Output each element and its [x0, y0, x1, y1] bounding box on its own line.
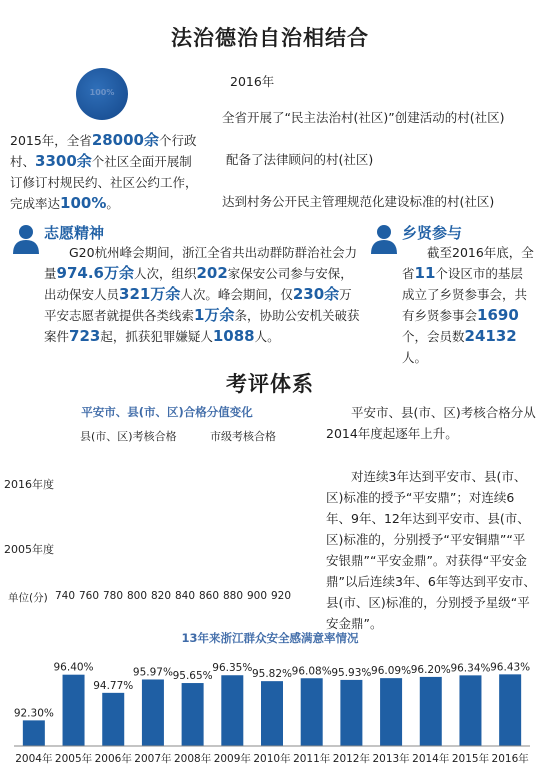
item-legal-advisor: 配备了法律顾问的村(社区) [226, 152, 374, 167]
section-title: 考评体系 [226, 372, 314, 396]
satisfaction-bar-chart [0, 648, 540, 767]
chart2-category-label: 2014年 [412, 753, 450, 765]
chart2-data-label: 95.93% [331, 666, 372, 679]
chart2-category-label: 2009年 [213, 753, 251, 765]
chart1-xtick: 740 [55, 590, 76, 602]
chart1-title: 平安市、县(市、区)合格分值变化 [81, 405, 253, 419]
chart2-data-label: 94.77% [93, 679, 134, 692]
chart2-data-label: 96.34% [450, 662, 491, 675]
chart2-data-label: 95.65% [172, 670, 213, 683]
chart1-xtick: 920 [271, 590, 292, 602]
chart2-bar [102, 693, 124, 746]
chart2-category-label: 2008年 [173, 753, 212, 765]
chart2-data-label: 96.20% [410, 663, 451, 676]
sage-heading: 乡贤参与 [402, 224, 463, 242]
chart2-data-label: 96.43% [490, 661, 531, 674]
chart2-category-label: 2016年 [491, 753, 529, 765]
assessment-paragraph-1: 平安市、县(市、区)考核合格分从2014年度起逐年上升。 [326, 405, 536, 441]
chart2-bar [499, 674, 521, 746]
chart2-category-label: 2011年 [293, 753, 331, 765]
chart1-xticks [55, 590, 295, 604]
chart2-bar [23, 720, 45, 746]
chart2-category-label: 2006年 [94, 753, 132, 765]
chart2-bar [221, 675, 243, 746]
chart1-xtick: 780 [103, 590, 124, 602]
chart2-bar [420, 677, 442, 746]
percent-badge: 100% [89, 88, 115, 97]
chart1-xtick: 880 [223, 590, 244, 602]
chart2-category-label: 2005年 [54, 753, 93, 765]
chart2-bar [182, 683, 204, 746]
chart2-data-label: 95.82% [251, 668, 293, 681]
chart1-xtick: 800 [127, 590, 148, 602]
chart2-data-label: 95.97% [132, 666, 173, 679]
volunteer-person-icon [12, 224, 40, 254]
assessment-paragraph-2: 对连续3年达到平安市、县(市、区)标准的授予“平安鼎”；对连续6年、9年、12年达到平安市、县(市、区)标准的，分别授予“平安铜鼎”“平安银鼎”“平安金鼎”。对获得“平安金鼎”以后连续3年、6年等达到平安市、县(市、区)标准的，分别授予星级“平安金鼎”。 [326, 469, 536, 631]
year-2016-label: 2016年 [230, 74, 275, 89]
stat-2015: 2015年，全省28000余个行政村、3300余个社区全面开展制订修订村规民约、社区公约工作，完成率达100%。 [10, 131, 198, 212]
sage-person-icon [370, 224, 398, 254]
chart2-category-label: 2004年 [15, 753, 53, 765]
chart1-category-2016: 2016年度 [4, 478, 54, 491]
chart2-bar [63, 675, 85, 746]
chart2-bar [301, 678, 323, 746]
chart1-xtick: 760 [79, 590, 100, 602]
chart2-bar [261, 681, 283, 746]
page-title: 法治德治自治相结合 [171, 26, 369, 50]
volunteer-heading: 志愿精神 [44, 224, 105, 242]
item-democratic-village: 全省开展了“民主法治村(社区)”创建活动的村(社区) [222, 110, 505, 125]
chart2-bar [459, 675, 481, 746]
chart2-category-label: 2015年 [451, 753, 490, 765]
chart1-xtick: 840 [175, 590, 196, 602]
chart1-legend-county: 县(市、区)考核合格 [80, 430, 177, 443]
chart2-category-label: 2012年 [332, 753, 371, 765]
sage-text: 截至2016年底，全省11个设区市的基层成立了乡贤参事会，共有乡贤参事会1690个，会员数24132人。 [402, 245, 534, 365]
chart1-axis-unit: 单位(分) [8, 592, 48, 604]
chart1-xtick: 860 [199, 590, 220, 602]
chart1-xtick: 900 [247, 590, 268, 602]
chart2-data-label: 96.40% [53, 661, 94, 674]
chart1-xtick: 820 [151, 590, 172, 602]
volunteer-text: G20杭州峰会期间，浙江全省共出动群防群治社会力量974.6万余人次，组织202家保安公司参与安保，出动保安人员321万余人次。峰会期间，仅230余万平安志愿者就提供各类线索1万余条，协助公安机关破获案件723起，抓获犯罪嫌疑人1088人。 [44, 245, 360, 345]
item-open-affairs: 达到村务公开民主管理规范化建设标准的村(社区) [222, 194, 495, 209]
chart1-legend-city: 市级考核合格 [210, 430, 276, 443]
chart2-bar [142, 679, 164, 746]
chart2-data-label: 96.35% [212, 662, 253, 675]
chart2-bar [380, 678, 402, 746]
chart2-category-label: 2013年 [372, 753, 410, 765]
chart1-category-2005: 2005年度 [4, 543, 54, 556]
chart2-data-label: 96.09% [371, 665, 412, 678]
chart2-category-label: 2010年 [253, 753, 291, 765]
chart2-category-label: 2007年 [134, 753, 172, 765]
chart2-data-label: 92.30% [13, 707, 54, 720]
chart2-title: 13年来浙江群众安全感满意率情况 [181, 631, 359, 645]
chart2-data-label: 96.08% [291, 665, 332, 678]
chart2-bar [340, 680, 362, 746]
